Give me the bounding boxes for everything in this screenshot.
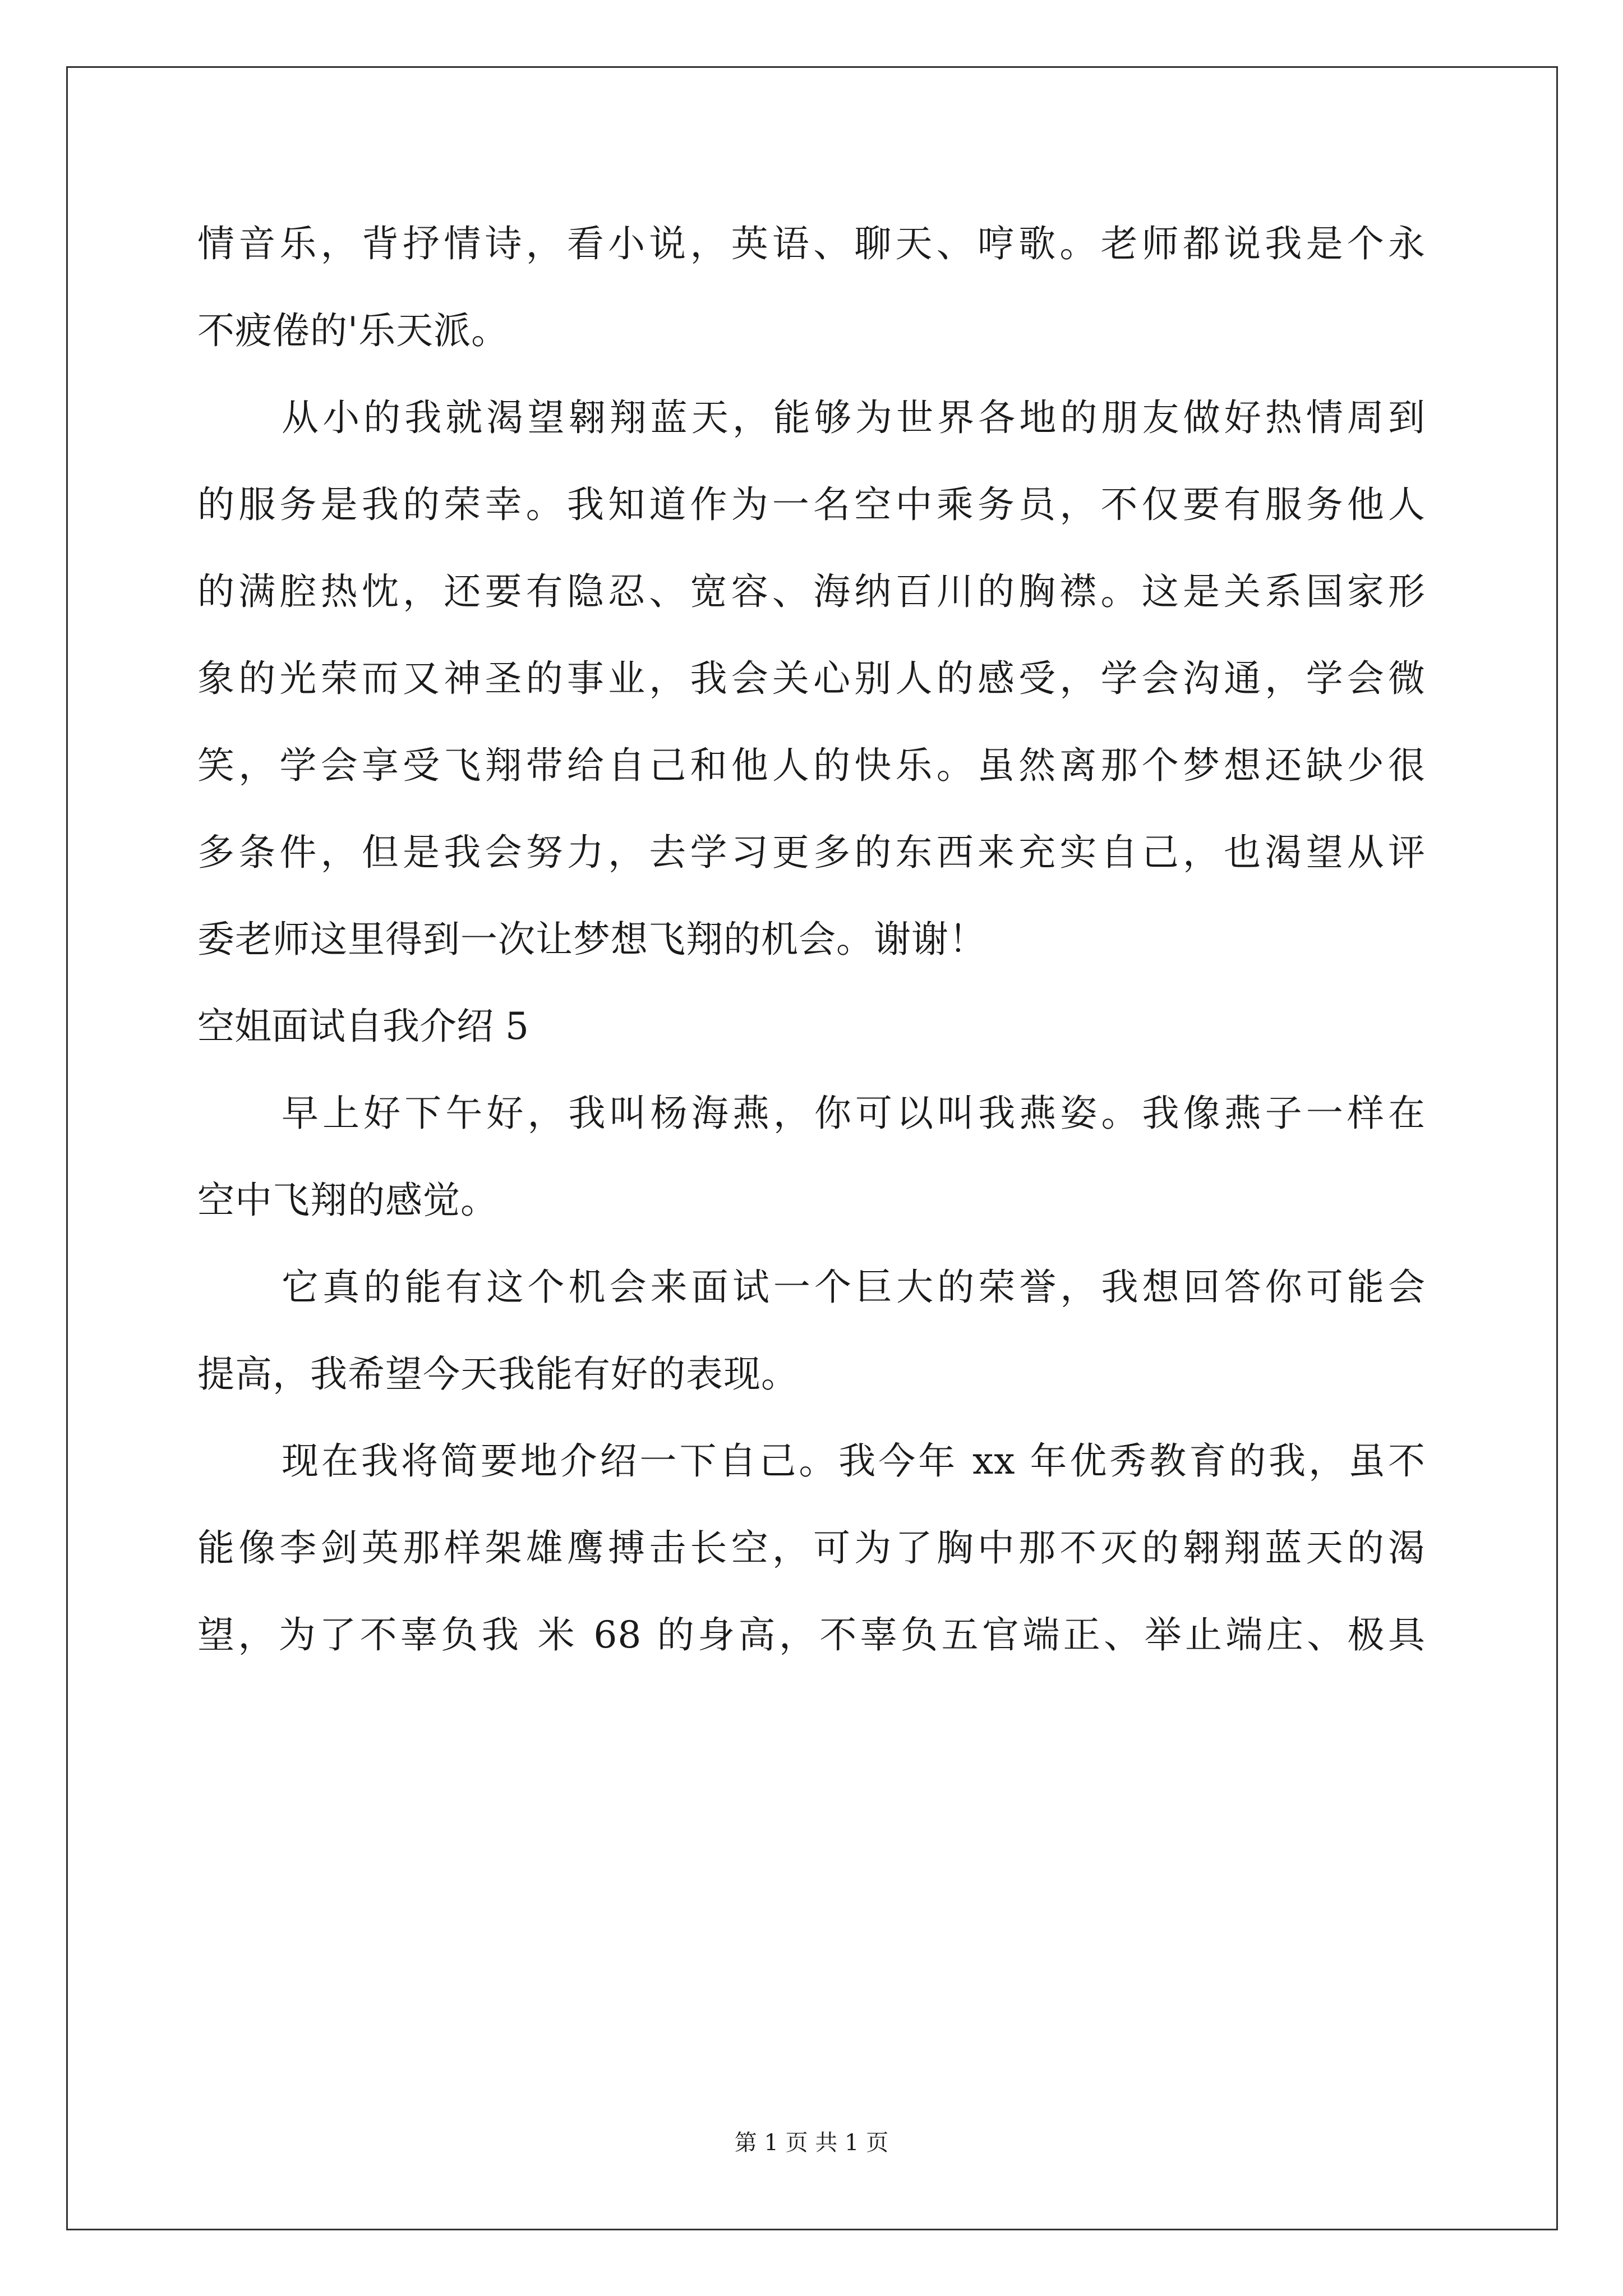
paragraph-first-line: 早上好下午好，我叫杨海燕，你可以叫我燕姿。我像燕子一样在 <box>282 1092 1426 1135</box>
text-line: 情音乐，背抒情诗，看小说，英语、聊天、哼歌。老师都说我是个永 <box>197 222 1426 265</box>
paragraph-first-line: 从小的我就渴望翱翔蓝天，能够为世界各地的朋友做好热情周到 <box>282 396 1426 439</box>
text-line: 能像李剑英那样架雄鹰搏击长空，可为了胸中那不灭的翱翔蓝天的渴 <box>197 1526 1426 1570</box>
paragraph-first-line: 现在我将简要地介绍一下自己。我今年 xx 年优秀教育的我，虽不 <box>282 1439 1426 1483</box>
text-line: 多条件，但是我会努力，去学习更多的东西来充实自己，也渴望从评 <box>197 831 1426 874</box>
text-line: 象的光荣而又神圣的事业，我会关心别人的感受，学会沟通，学会微 <box>197 657 1426 700</box>
text-line: 委老师这里得到一次让梦想飞翔的机会。谢谢！ <box>197 918 986 961</box>
page-footer: 第 1 页 共 1 页 <box>734 2130 889 2156</box>
section-heading: 空姐面试自我介绍 5 <box>197 1005 529 1048</box>
text-line: 的满腔热忱，还要有隐忍、宽容、海纳百川的胸襟。这是关系国家形 <box>197 570 1426 613</box>
text-line: 望，为了不辜负我 米 68 的身高，不辜负五官端正、举止端庄、极具 <box>197 1613 1426 1657</box>
text-line: 提高，我希望今天我能有好的表现。 <box>197 1352 799 1396</box>
text-line: 笑，学会享受飞翔带给自己和他人的快乐。虽然离那个梦想还缺少很 <box>197 744 1426 787</box>
text-line: 的服务是我的荣幸。我知道作为一名空中乘务员，不仅要有服务他人 <box>197 483 1426 526</box>
paragraph-first-line: 它真的能有这个机会来面试一个巨大的荣誉，我想回答你可能会 <box>282 1266 1426 1309</box>
text-line: 不疲倦的'乐天派。 <box>197 309 509 352</box>
text-line: 空中飞翔的感觉。 <box>197 1179 498 1222</box>
